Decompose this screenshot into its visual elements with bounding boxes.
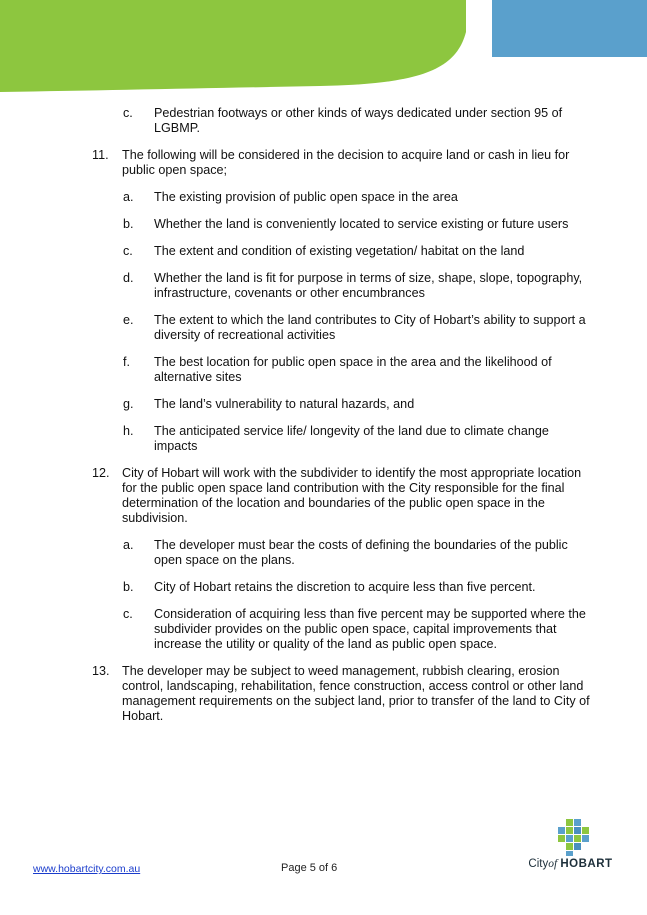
- header-green-band: [0, 0, 466, 92]
- list-marker: 11.: [92, 148, 109, 162]
- document-body: [92, 106, 592, 736]
- clause-text: The developer may be subject to weed management, rubbish clearing, erosion control, landscaping, rehabilitation, fence construction, access control or other land management requirements on the subject land, prior to transfer of the land to City of Hobart.: [122, 664, 590, 723]
- clause-text: The land’s vulnerability to natural hazards, and: [154, 397, 415, 411]
- clause-text: The anticipated service life/ longevity of the land due to climate change impacts: [154, 424, 549, 453]
- logo-of: of: [548, 858, 558, 870]
- clause-text: The developer must bear the costs of defining the boundaries of the public open space on the plans.: [154, 538, 568, 567]
- lettered-subclause: [92, 424, 592, 454]
- numbered-clause: [92, 664, 592, 724]
- lettered-subclause: [92, 580, 592, 595]
- lettered-subclause: [92, 106, 592, 136]
- numbered-clause: [92, 148, 592, 178]
- lettered-subclause: [92, 355, 592, 385]
- header-banner: [0, 0, 647, 92]
- lettered-subclause: [92, 313, 592, 343]
- clause-text: Pedestrian footways or other kinds of ways dedicated under section 95 of LGBMP.: [154, 106, 563, 135]
- list-marker: f.: [123, 355, 130, 369]
- clause-text: The following will be considered in the decision to acquire land or cash in lieu for public open space;: [122, 148, 570, 177]
- clause-text: Whether the land is conveniently located to service existing or future users: [154, 217, 569, 231]
- list-marker: a.: [123, 538, 134, 552]
- list-marker: h.: [123, 424, 134, 438]
- list-marker: e.: [123, 313, 134, 327]
- list-marker: 12.: [92, 466, 110, 480]
- list-marker: b.: [123, 217, 134, 231]
- lettered-subclause: [92, 244, 592, 259]
- clause-text: The extent to which the land contributes to City of Hobart’s ability to support a diversity of recreational activities: [154, 313, 586, 342]
- clause-text: The existing provision of public open space in the area: [154, 190, 458, 204]
- list-marker: b.: [123, 580, 134, 594]
- logo-wordmark: [523, 858, 618, 870]
- clause-text: The extent and condition of existing vegetation/ habitat on the land: [154, 244, 525, 258]
- lettered-subclause: [92, 607, 592, 652]
- header-blue-band: [492, 0, 647, 57]
- clause-text: City of Hobart retains the discretion to acquire less than five percent.: [154, 580, 536, 594]
- list-marker: d.: [123, 271, 134, 285]
- lettered-subclause: [92, 271, 592, 301]
- list-marker: c.: [123, 106, 133, 120]
- page-number: Page 5 of 6: [281, 862, 338, 874]
- list-marker: g.: [123, 397, 134, 411]
- list-marker: 13.: [92, 664, 110, 678]
- lettered-subclause: [92, 538, 592, 568]
- list-marker: c.: [123, 244, 133, 258]
- lettered-subclause: [92, 397, 592, 412]
- lettered-subclause: [92, 217, 592, 232]
- clause-text: City of Hobart will work with the subdivider to identify the most appropriate location for the public open space land contribution with the City responsible for the final determination of the location and boundaries of the public open space in the subdivision.: [122, 466, 582, 525]
- numbered-clause: [92, 466, 592, 526]
- list-marker: c.: [123, 607, 133, 621]
- clause-text: Whether the land is fit for purpose in terms of size, shape, slope, topography, infrastructure, covenants or other encumbrances: [154, 271, 583, 300]
- clause-text: Consideration of acquiring less than five percent may be supported where the subdivider provides on the public open space, capital improvements that increase the utility or quality of the land as public open space.: [154, 607, 586, 651]
- logo-city: City: [528, 858, 549, 870]
- list-marker: a.: [123, 190, 134, 204]
- logo-name: HOBART: [560, 858, 613, 870]
- clause-text: The best location for public open space in the area and the likelihood of alternative sites: [154, 355, 552, 384]
- website-link[interactable]: www.hobartcity.com.au: [33, 863, 141, 875]
- lettered-subclause: [92, 190, 592, 205]
